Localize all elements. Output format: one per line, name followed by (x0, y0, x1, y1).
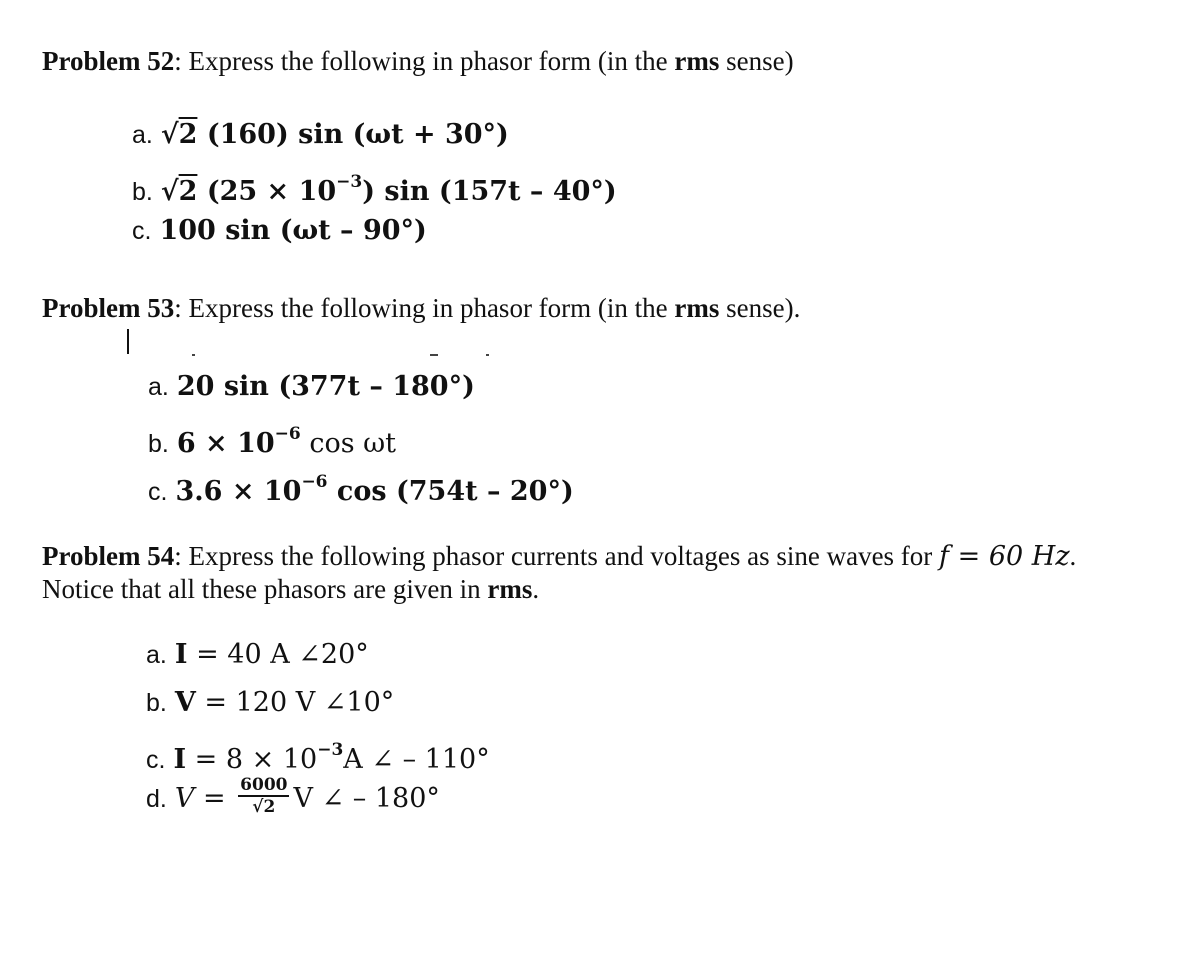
expression: $6 \times 10^{-6}$ cos ωt (176, 424, 396, 459)
problem-53 (42, 292, 1152, 325)
problem-text-end: sense) (719, 46, 794, 76)
item-label: a. (132, 121, 153, 149)
problem-heading: Problem 53 (42, 293, 175, 323)
list-item (132, 158, 617, 206)
item-label: b. (148, 430, 169, 458)
expression: $I = 8 \times 10^{-3}A$ ∠ – 110° (173, 740, 490, 775)
item-label: a. (146, 641, 167, 669)
fraction: $\frac{6000}{√2}$ (240, 774, 288, 817)
list-item (132, 206, 617, 254)
problem-text: : Express the following in phasor form (in the (174, 46, 675, 76)
item-label: c. (146, 746, 166, 774)
list-item (148, 410, 574, 458)
list-item (146, 774, 490, 822)
list-item (148, 458, 574, 506)
expression: 20 sin (377t – 180°) (176, 371, 475, 402)
phasor-symbol: V (174, 687, 196, 718)
expression: V = $\frac{6000}{√2}$ V ∠ – 180° (174, 774, 440, 817)
problem-54-list (146, 630, 490, 822)
phasor-symbol: V (174, 783, 195, 814)
bold-rms: rms (674, 46, 720, 76)
list-item (148, 362, 574, 410)
expression: I = 40 A ∠20° (174, 639, 369, 670)
artifact-mark (486, 354, 489, 356)
problem-52-list (132, 110, 617, 254)
expression: √2 $(25 \times 10^{-3})$ sin (157t – 40°) (160, 172, 617, 207)
bold-rms: rms (487, 574, 533, 604)
item-label: a. (148, 373, 169, 401)
text-cursor (127, 329, 129, 354)
expression: $3.6 \times 10^{-6}$ cos (754t – 20°) (175, 472, 574, 507)
expression: 100 sin (ωt – 90°) (159, 215, 427, 246)
expression: √2 (160) sin (ωt + 30°) (160, 119, 509, 150)
problem-heading: Problem 54 (42, 541, 175, 571)
item-label: c. (148, 478, 168, 506)
list-item (146, 630, 490, 678)
problem-text-end: sense). (719, 293, 801, 323)
phasor-symbol: I (173, 744, 187, 775)
item-label: c. (132, 217, 152, 245)
list-item (146, 726, 490, 774)
expression: V = 120 V ∠10° (174, 687, 395, 718)
problem-52 (42, 45, 1152, 78)
list-item (146, 678, 490, 726)
list-item (132, 110, 617, 158)
problem-heading: Problem 52 (42, 46, 175, 76)
problem-text-line2: Notice that all these phasors are given in (42, 574, 488, 604)
item-label: b. (146, 689, 167, 717)
problem-text-end: . (1069, 541, 1077, 571)
item-label: b. (132, 178, 153, 206)
frequency-formula: f = 60 Hz (939, 541, 1070, 572)
phasor-symbol: I (174, 639, 188, 670)
problem-text-end2: . (532, 574, 540, 604)
problem-text: : Express the following in phasor form (in the (174, 293, 675, 323)
problem-54 (42, 540, 1152, 606)
problem-53-list (148, 362, 574, 506)
bold-rms: rms (674, 293, 720, 323)
problem-text: : Express the following phasor currents and voltages as sine waves for (174, 541, 940, 571)
artifact-mark (430, 354, 438, 356)
item-label: d. (146, 785, 167, 813)
artifact-mark (192, 354, 195, 356)
